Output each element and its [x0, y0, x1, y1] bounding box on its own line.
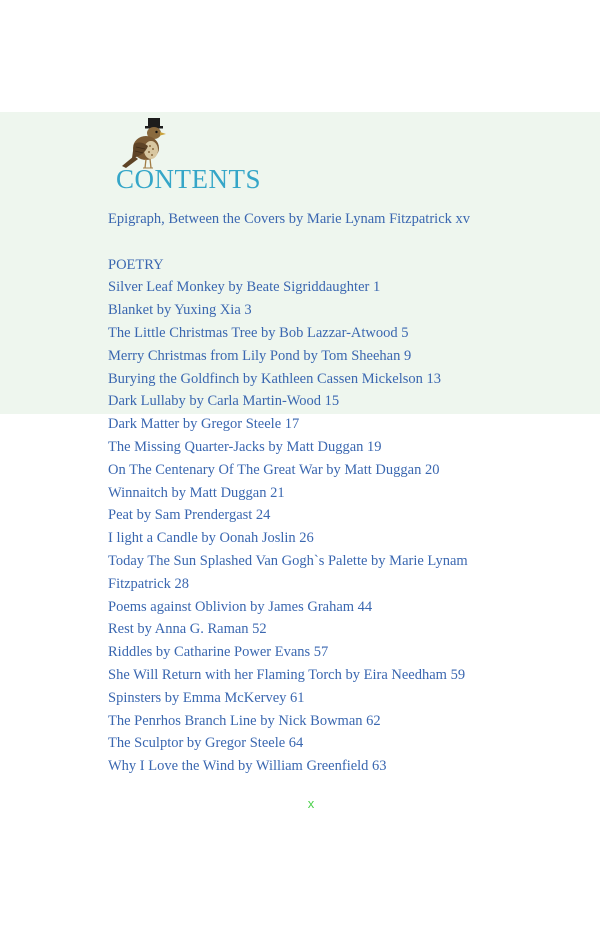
- list-item[interactable]: On The Centenary Of The Great War by Matt Duggan 20: [108, 461, 440, 478]
- list-item[interactable]: Silver Leaf Monkey by Beate Sigriddaughter 1: [108, 279, 381, 296]
- list-item[interactable]: The Missing Quarter-Jacks by Matt Duggan 19: [108, 438, 382, 455]
- contents-list: [108, 208, 588, 778]
- list-item[interactable]: Dark Matter by Gregor Steele 17: [108, 416, 300, 433]
- list-item[interactable]: Blanket by Yuxing Xia 3: [108, 302, 252, 319]
- list-item[interactable]: Winnaitch by Matt Duggan 21: [108, 484, 285, 501]
- list-item[interactable]: Rest by Anna G. Raman 52: [108, 621, 267, 638]
- list-item[interactable]: The Sculptor by Gregor Steele 64: [108, 735, 304, 752]
- list-item[interactable]: The Penrhos Branch Line by Nick Bowman 62: [108, 712, 381, 729]
- section-heading: POETRY: [108, 256, 164, 273]
- list-item[interactable]: She Will Return with her Flaming Torch by Eira Needham 59: [108, 666, 466, 683]
- list-item-continuation[interactable]: Fitzpatrick 28: [108, 575, 189, 592]
- list-item[interactable]: Spinsters by Emma McKervey 61: [108, 689, 305, 706]
- list-item[interactable]: Poems against Oblivion by James Graham 44: [108, 598, 373, 615]
- page-title: CONTENTS: [116, 164, 261, 194]
- list-item[interactable]: The Little Christmas Tree by Bob Lazzar-Atwood 5: [108, 324, 409, 341]
- list-item[interactable]: Why I Love the Wind by William Greenfield 63: [108, 758, 387, 775]
- list-item[interactable]: Burying the Goldfinch by Kathleen Cassen Mickelson 13: [108, 370, 442, 387]
- list-item[interactable]: Today The Sun Splashed Van Gogh`s Palette by Marie Lynam: [108, 552, 468, 569]
- list-item[interactable]: I light a Candle by Oonah Joslin 26: [108, 530, 314, 547]
- epigraph-entry[interactable]: Epigraph, Between the Covers by Marie Lynam Fitzpatrick xv: [108, 211, 471, 227]
- list-item[interactable]: Dark Lullaby by Carla Martin-Wood 15: [108, 393, 340, 410]
- end-mark: x: [307, 796, 315, 811]
- list-item[interactable]: Peat by Sam Prendergast 24: [108, 507, 271, 524]
- list-item[interactable]: Riddles by Catharine Power Evans 57: [108, 644, 329, 661]
- list-item[interactable]: Merry Christmas from Lily Pond by Tom Sheehan 9: [108, 347, 412, 364]
